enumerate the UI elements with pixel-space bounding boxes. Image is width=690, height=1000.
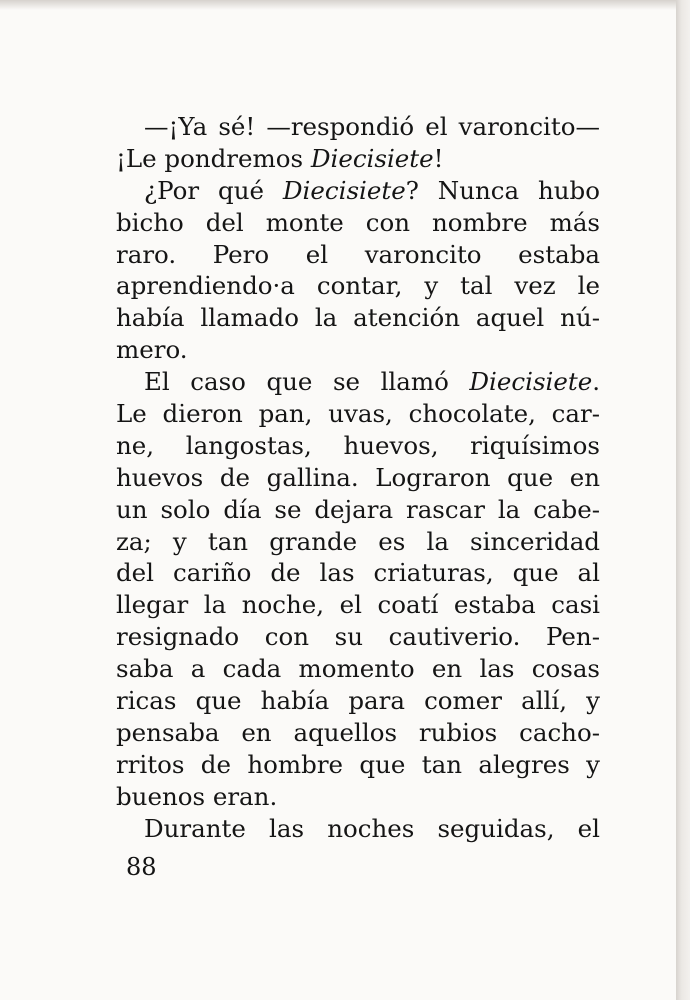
text-line (116, 207, 600, 239)
text-segment: za; y tan grande es la sinceridad (116, 526, 600, 556)
body-text (116, 111, 600, 844)
text-segment: Durante las noches seguidas, el (144, 813, 600, 843)
text-segment: había llamado la atención aquel nú- (116, 303, 600, 333)
text-line (116, 366, 600, 398)
text-line (116, 813, 600, 845)
text-segment: ? Nunca hubo (405, 175, 600, 205)
text-line (116, 430, 600, 462)
text-line (116, 749, 600, 781)
text-line (116, 717, 600, 749)
text-segment: bicho del monte con nombre más (116, 207, 600, 237)
text-segment: ! (433, 143, 444, 173)
text-segment: ¿Por qué (144, 175, 283, 205)
italic-name: Diecisiete (469, 367, 593, 397)
text-segment: El caso que se llamó (144, 367, 470, 397)
text-segment: saba a cada momento en las cosas (116, 654, 600, 684)
text-segment: ¡Le pondremos (116, 143, 311, 173)
text-segment: llegar la noche, el coatí estaba casi (116, 590, 600, 620)
text-line (116, 589, 600, 621)
text-segment: buenos eran. (116, 781, 278, 811)
top-edge-shadow (0, 0, 690, 10)
text-segment: del cariño de las criaturas, que al (116, 558, 600, 588)
text-segment: resignado con su cautiverio. Pen- (116, 622, 600, 652)
text-segment: aprendiendo·a contar, y tal vez le (116, 271, 600, 301)
text-segment: un solo día se dejara rascar la cabe- (116, 494, 600, 524)
text-segment: . (592, 367, 600, 397)
text-line (116, 557, 600, 589)
text-line (116, 398, 600, 430)
text-line (116, 111, 600, 143)
text-line (116, 653, 600, 685)
text-segment: ricas que había para comer allí, y (116, 686, 600, 716)
text-line (116, 462, 600, 494)
text-line (116, 175, 600, 207)
text-line (116, 781, 600, 813)
text-line (116, 270, 600, 302)
text-line (116, 494, 600, 526)
text-segment: mero. (116, 335, 188, 365)
text-line (116, 685, 600, 717)
text-line (116, 239, 600, 271)
text-line (116, 334, 600, 366)
text-segment: —¡Ya sé! —respondió el varoncito— (144, 112, 600, 141)
text-segment: Le dieron pan, uvas, chocolate, car- (116, 399, 600, 429)
italic-name: Diecisiete (282, 175, 406, 205)
text-line (116, 526, 600, 558)
text-segment: raro. Pero el varoncito estaba (116, 239, 600, 269)
page-edge (676, 0, 690, 1000)
text-segment: ne, langostas, huevos, riquísimos (116, 430, 600, 460)
text-line (116, 621, 600, 653)
page-number: 88 (126, 853, 157, 881)
text-line (116, 143, 600, 175)
text-line (116, 302, 600, 334)
text-segment: pensaba en aquellos rubios cacho- (116, 717, 600, 747)
text-segment: huevos de gallina. Lograron que en (116, 462, 600, 492)
text-segment: rritos de hombre que tan alegres y (116, 749, 600, 779)
italic-name: Diecisiete (310, 143, 434, 173)
